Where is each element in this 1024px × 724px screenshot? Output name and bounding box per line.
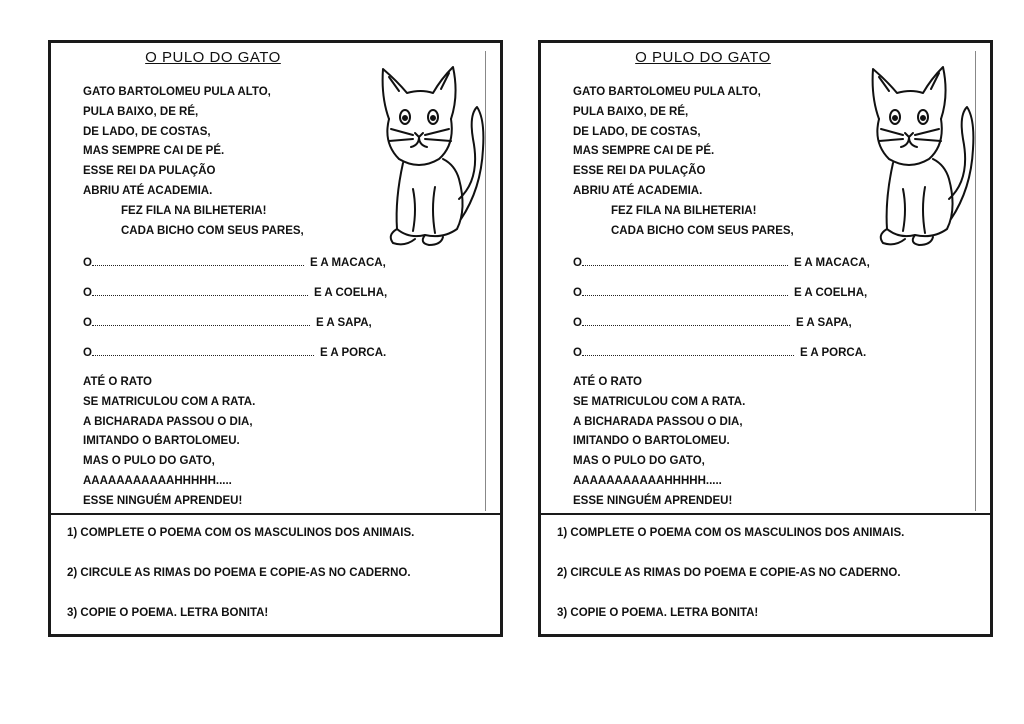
poem-line: ABRIU ATÉ ACADEMIA. [573,184,703,197]
poem-line: AAAAAAAAAAAHHHHH..... [83,474,232,487]
blank-field[interactable] [92,285,308,296]
blank-end: E A MACACA, [309,257,386,269]
poem-line: MAS SEMPRE CAI DE PÉ. [83,145,225,158]
worksheet-left [48,40,503,637]
question-3: 3) COPIE O POEMA. LETRA BONITA! [557,607,759,619]
worksheet-title: O PULO DO GATO [145,49,281,66]
poem-line: GATO BARTOLOMEU PULA ALTO, [573,86,761,98]
blank-start: O [573,287,582,299]
poem-stanza-1 [573,83,794,241]
poem-line: PULA BAIXO, DE RÉ, [83,105,199,118]
poem-line: ATÉ O RATO [573,376,642,388]
poem-line: A BICHARADA PASSOU O DIA, [573,415,743,428]
blank-line [573,255,870,269]
blank-field[interactable] [582,345,794,356]
blank-field[interactable] [582,255,788,266]
blank-start: O [83,257,92,269]
blank-end: E A PORCA. [319,347,387,359]
blank-line [573,315,852,329]
blank-line [573,345,866,359]
blank-line [83,315,372,329]
poem-line: DE LADO, DE COSTAS, [83,125,211,138]
blank-field[interactable] [92,255,304,266]
blank-end: E A SAPA, [795,317,852,329]
question-3: 3) COPIE O POEMA. LETRA BONITA! [67,607,269,619]
poem-line: ATÉ O RATO [83,376,152,388]
blank-field[interactable] [582,315,790,326]
poem-line: FEZ FILA NA BILHETERIA! [121,204,267,217]
blank-line [83,285,387,299]
poem-line: MAS SEMPRE CAI DE PÉ. [573,145,715,158]
question-1: 1) COMPLETE O POEMA COM OS MASCULINOS DOS ANIMAIS. [67,527,415,539]
cat-illustration-icon [369,59,487,247]
poem-line: IMITANDO O BARTOLOMEU. [83,435,240,448]
poem-line: ABRIU ATÉ ACADEMIA. [83,184,213,197]
poem-line: IMITANDO O BARTOLOMEU. [573,435,730,448]
poem-line: MAS O PULO DO GATO, [573,455,705,468]
blank-start: O [83,347,92,359]
poem-line: ESSE NINGUÉM APRENDEU! [83,494,243,507]
question-1: 1) COMPLETE O POEMA COM OS MASCULINOS DOS ANIMAIS. [557,527,905,539]
blank-end: E A SAPA, [315,317,372,329]
blank-field[interactable] [582,285,788,296]
worksheet-right [538,40,993,637]
poem-line: ESSE REI DA PULAÇÃO [573,165,706,178]
blank-end: E A MACACA, [793,257,870,269]
poem-line: SE MATRICULOU COM A RATA. [573,395,746,408]
poem-line: CADA BICHO COM SEUS PARES, [121,224,304,237]
poem-line: CADA BICHO COM SEUS PARES, [611,224,794,237]
poem-line: ESSE NINGUÉM APRENDEU! [573,494,733,507]
cat-illustration-icon [859,59,977,247]
poem-line: SE MATRICULOU COM A RATA. [83,395,256,408]
blank-start: O [83,317,92,329]
poem-line: DE LADO, DE COSTAS, [573,125,701,138]
question-2: 2) CIRCULE AS RIMAS DO POEMA E COPIE-AS NO CADERNO. [67,567,411,579]
blank-line [83,255,386,269]
poem-line: AAAAAAAAAAAHHHHH..... [573,474,722,487]
blank-line [83,345,386,359]
section-divider [51,513,500,515]
poem-line: MAS O PULO DO GATO, [83,455,215,468]
blank-start: O [573,257,582,269]
poem-stanza-1 [83,83,304,241]
blank-start: O [83,287,92,299]
blank-field[interactable] [92,345,314,356]
blank-end: E A PORCA. [799,347,867,359]
poem-line: PULA BAIXO, DE RÉ, [573,105,689,118]
worksheet-title: O PULO DO GATO [635,49,771,66]
blank-start: O [573,317,582,329]
poem-stanza-2 [83,373,255,512]
poem-line: A BICHARADA PASSOU O DIA, [83,415,253,428]
blank-end: E A COELHA, [313,287,388,299]
blank-field[interactable] [92,315,310,326]
blank-start: O [573,347,582,359]
poem-line: GATO BARTOLOMEU PULA ALTO, [83,86,271,98]
section-divider [541,513,990,515]
poem-stanza-2 [573,373,745,512]
blank-line [573,285,867,299]
poem-line: ESSE REI DA PULAÇÃO [83,165,216,178]
poem-line: FEZ FILA NA BILHETERIA! [611,204,757,217]
blank-end: E A COELHA, [793,287,868,299]
question-2: 2) CIRCULE AS RIMAS DO POEMA E COPIE-AS NO CADERNO. [557,567,901,579]
